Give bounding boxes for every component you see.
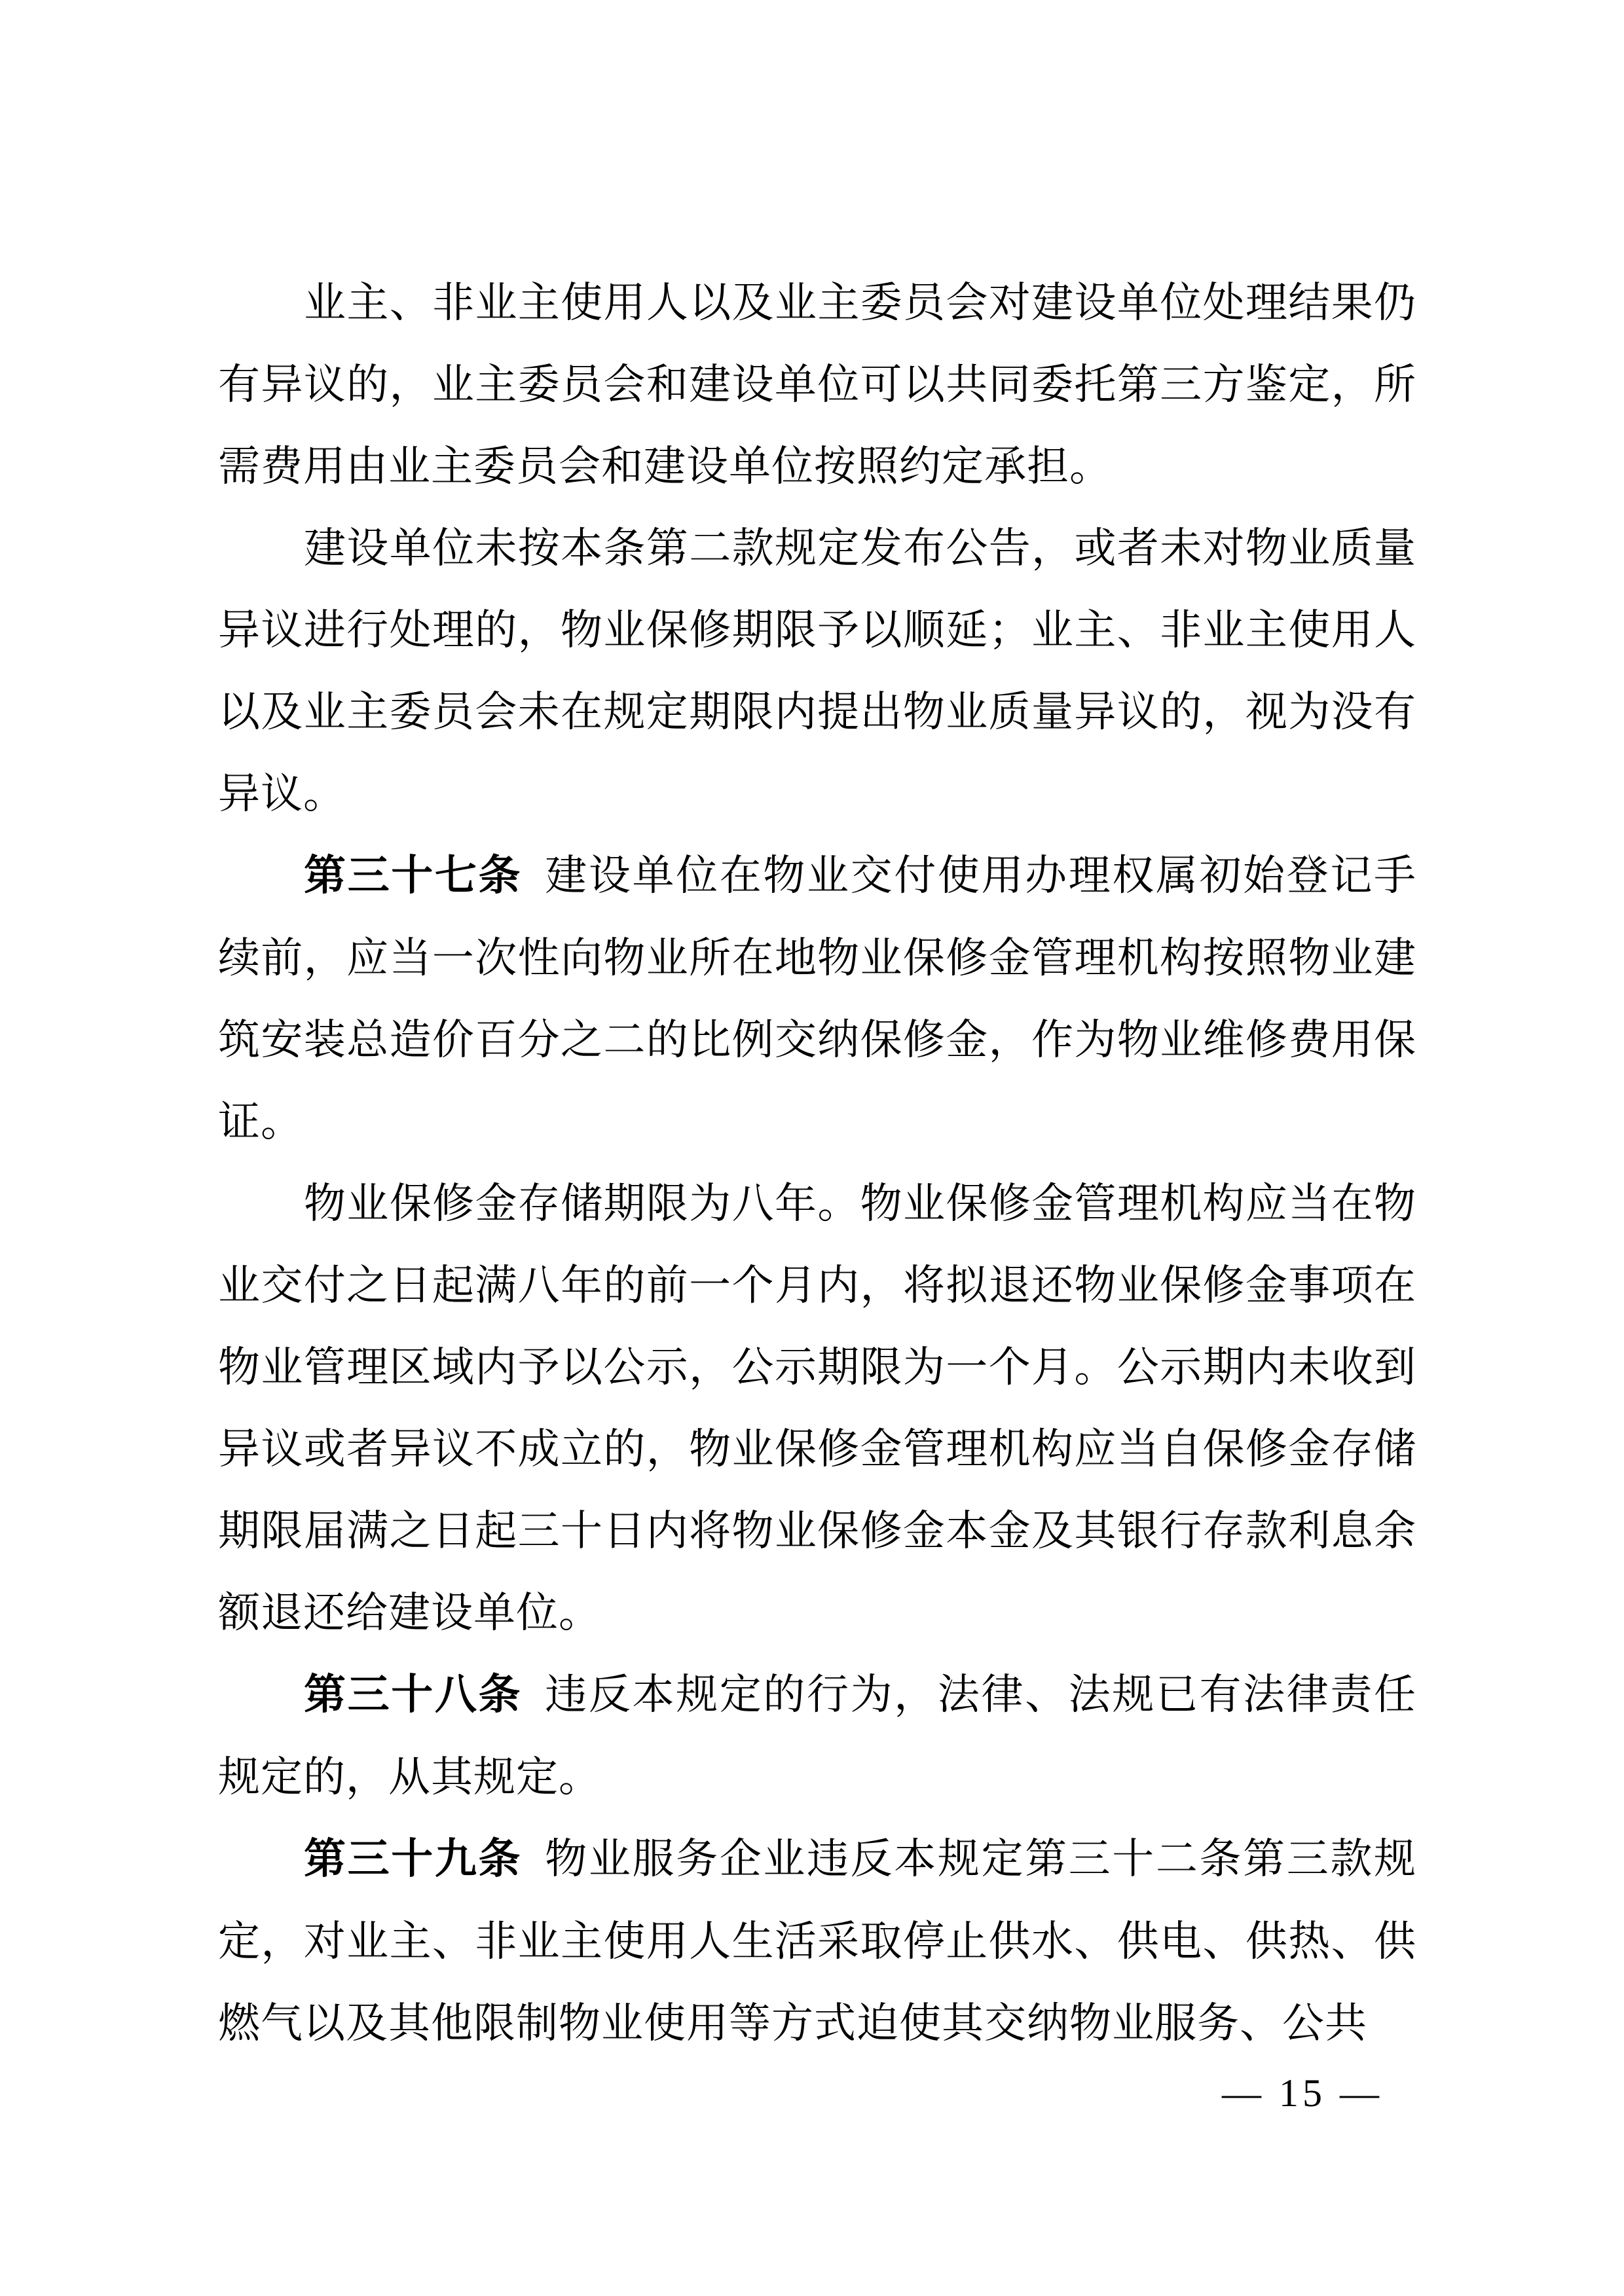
paragraph-text: 物业服务企业违反本规定第三十二条第三款规定，对业主、非业主使用人生活采取停止供水、供电、供热、供燃气以及其他限制物业使用等方式迫使其交纳物业服务、公共 xyxy=(218,1836,1417,2047)
page-number: — 15 — xyxy=(1222,2071,1383,2115)
paragraph-text: 建设单位在物业交付使用办理权属初始登记手续前，应当一次性向物业所在地物业保修金管理机构按照物业建筑安装总造价百分之二的比例交纳保修金，作为物业维修费用保证。 xyxy=(218,852,1417,1145)
paragraph xyxy=(218,835,1416,1163)
paragraph xyxy=(218,1654,1416,1818)
document-body xyxy=(218,262,1416,2064)
paragraph xyxy=(218,507,1416,835)
paragraph xyxy=(218,1163,1416,1654)
article-number-heading: 第三十九条 xyxy=(304,1835,523,1884)
article-number-heading: 第三十七条 xyxy=(304,852,523,900)
paragraph xyxy=(218,1818,1416,2064)
paragraph-text: 违反本规定的行为，法律、法规已有法律责任规定的，从其规定。 xyxy=(218,1671,1417,1800)
paragraph-text: 业主、非业主使用人以及业主委员会对建设单位处理结果仍有异议的，业主委员会和建设单位可以共同委托第三方鉴定，所需费用由业主委员会和建设单位按照约定承担。 xyxy=(218,280,1416,490)
paragraph xyxy=(218,262,1416,507)
paragraph-text: 建设单位未按本条第二款规定发布公告，或者未对物业质量异议进行处理的，物业保修期限予以顺延；业主、非业主使用人以及业主委员会未在规定期限内提出物业质量异议的，视为没有异议。 xyxy=(218,525,1416,817)
article-number-heading: 第三十八条 xyxy=(304,1671,523,1719)
paragraph-text: 物业保修金存储期限为八年。物业保修金管理机构应当在物业交付之日起满八年的前一个月内，将拟退还物业保修金事项在物业管理区域内予以公示，公示期限为一个月。公示期内未收到异议或者异议不成立的，物业保修金管理机构应当自保修金存储期限届满之日起三十日内将物业保修金本金及其银行存款利息余额退还给建设单位。 xyxy=(218,1180,1416,1636)
